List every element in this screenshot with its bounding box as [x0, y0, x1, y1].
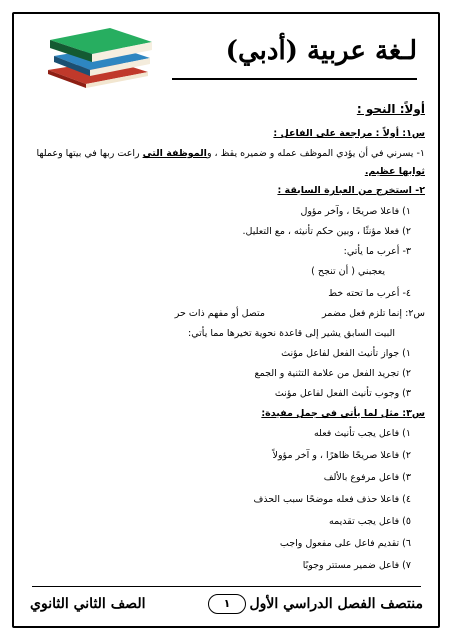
footer-term: منتصف الفصل الدراسي الأول — [249, 596, 423, 612]
q3-label: س٣: مثل لما يأتي في جمل مفيدة: — [261, 408, 425, 419]
q1-item3-example: يعجبني ( أن تنجح ) — [311, 266, 385, 277]
q1-item1-text-b: راعت ربها في بيتها وعملها — [36, 148, 143, 159]
title-underline — [172, 78, 417, 80]
q3-item: ٧) فاعل ضمير مستتر وجوبًا — [302, 560, 411, 571]
q2-label-right: متصل أو مفهم ذات حر — [174, 308, 265, 319]
page-title: لـغة عربية (أدبي) — [225, 36, 417, 66]
q3-item: ٢) فاعلا صريحًا ظاهرًا ، و آخر مؤولاً — [272, 450, 411, 461]
q3-item: ٤) فاعلا حذف فعله موضحًا سبب الحذف — [253, 494, 411, 505]
q3-item: ٥) فاعل يجب تقديمه — [329, 516, 411, 527]
q1-item4: ٤- أعرب ما تحته خط — [328, 288, 411, 299]
q1-item1-text-a: ١- يسرني في أن يؤدي الموظف عمله و ضميره يقظ ، و — [206, 148, 425, 159]
books-icon — [40, 20, 160, 88]
q1-item1-bold: الموظفة التي — [142, 148, 207, 159]
q3-item: ٣) فاعل مرفوع بالألف — [323, 472, 411, 483]
q2-option: ١) جواز تأنيث الفعل لفاعل مؤنث — [281, 348, 411, 359]
q3-item: ١) فاعل يجب تأنيث فعله — [313, 428, 411, 439]
q2-option: ٢) تجريد الفعل من علامة التثنية و الجمع — [254, 368, 411, 379]
q1-item1 — [37, 148, 426, 159]
q2-option: ٣) وجوب تأنيث الفعل لفاعل مؤنث — [274, 388, 411, 399]
q1-item3: ٣- أعرب ما يأتي: — [343, 246, 411, 257]
q1-item2-label: ٢- استخرج من العبارة السابقة : — [277, 185, 425, 196]
q2-label: س٢: إنما تلزم فعل مضمر — [322, 308, 425, 319]
q3-item: ٦) تقديم فاعل على مفعول واجب — [279, 538, 411, 549]
footer-rule — [32, 586, 421, 587]
footer-grade: الصف الثاني الثانوي — [30, 596, 146, 612]
q1-label: س١: أولاً : مراجعة على الفاعل : — [273, 128, 425, 139]
footer — [20, 586, 433, 620]
q2-intro: البيت السابق يشير إلى قاعدة نحوية تخيرها مما يأتي: — [188, 328, 395, 339]
q1-item1-line2: ثوابها عظيم. — [364, 166, 425, 177]
section-heading: أولاً: النحو : — [356, 102, 425, 116]
q1-sub1: ١) فاعلا صريحًا ، وآخر مؤول — [300, 206, 411, 217]
q1-sub2: ٢) فعلا مؤنثًا ، وبين حكم تأنيثه ، مع التعليل. — [242, 226, 411, 237]
page-number: ١ — [208, 594, 246, 614]
